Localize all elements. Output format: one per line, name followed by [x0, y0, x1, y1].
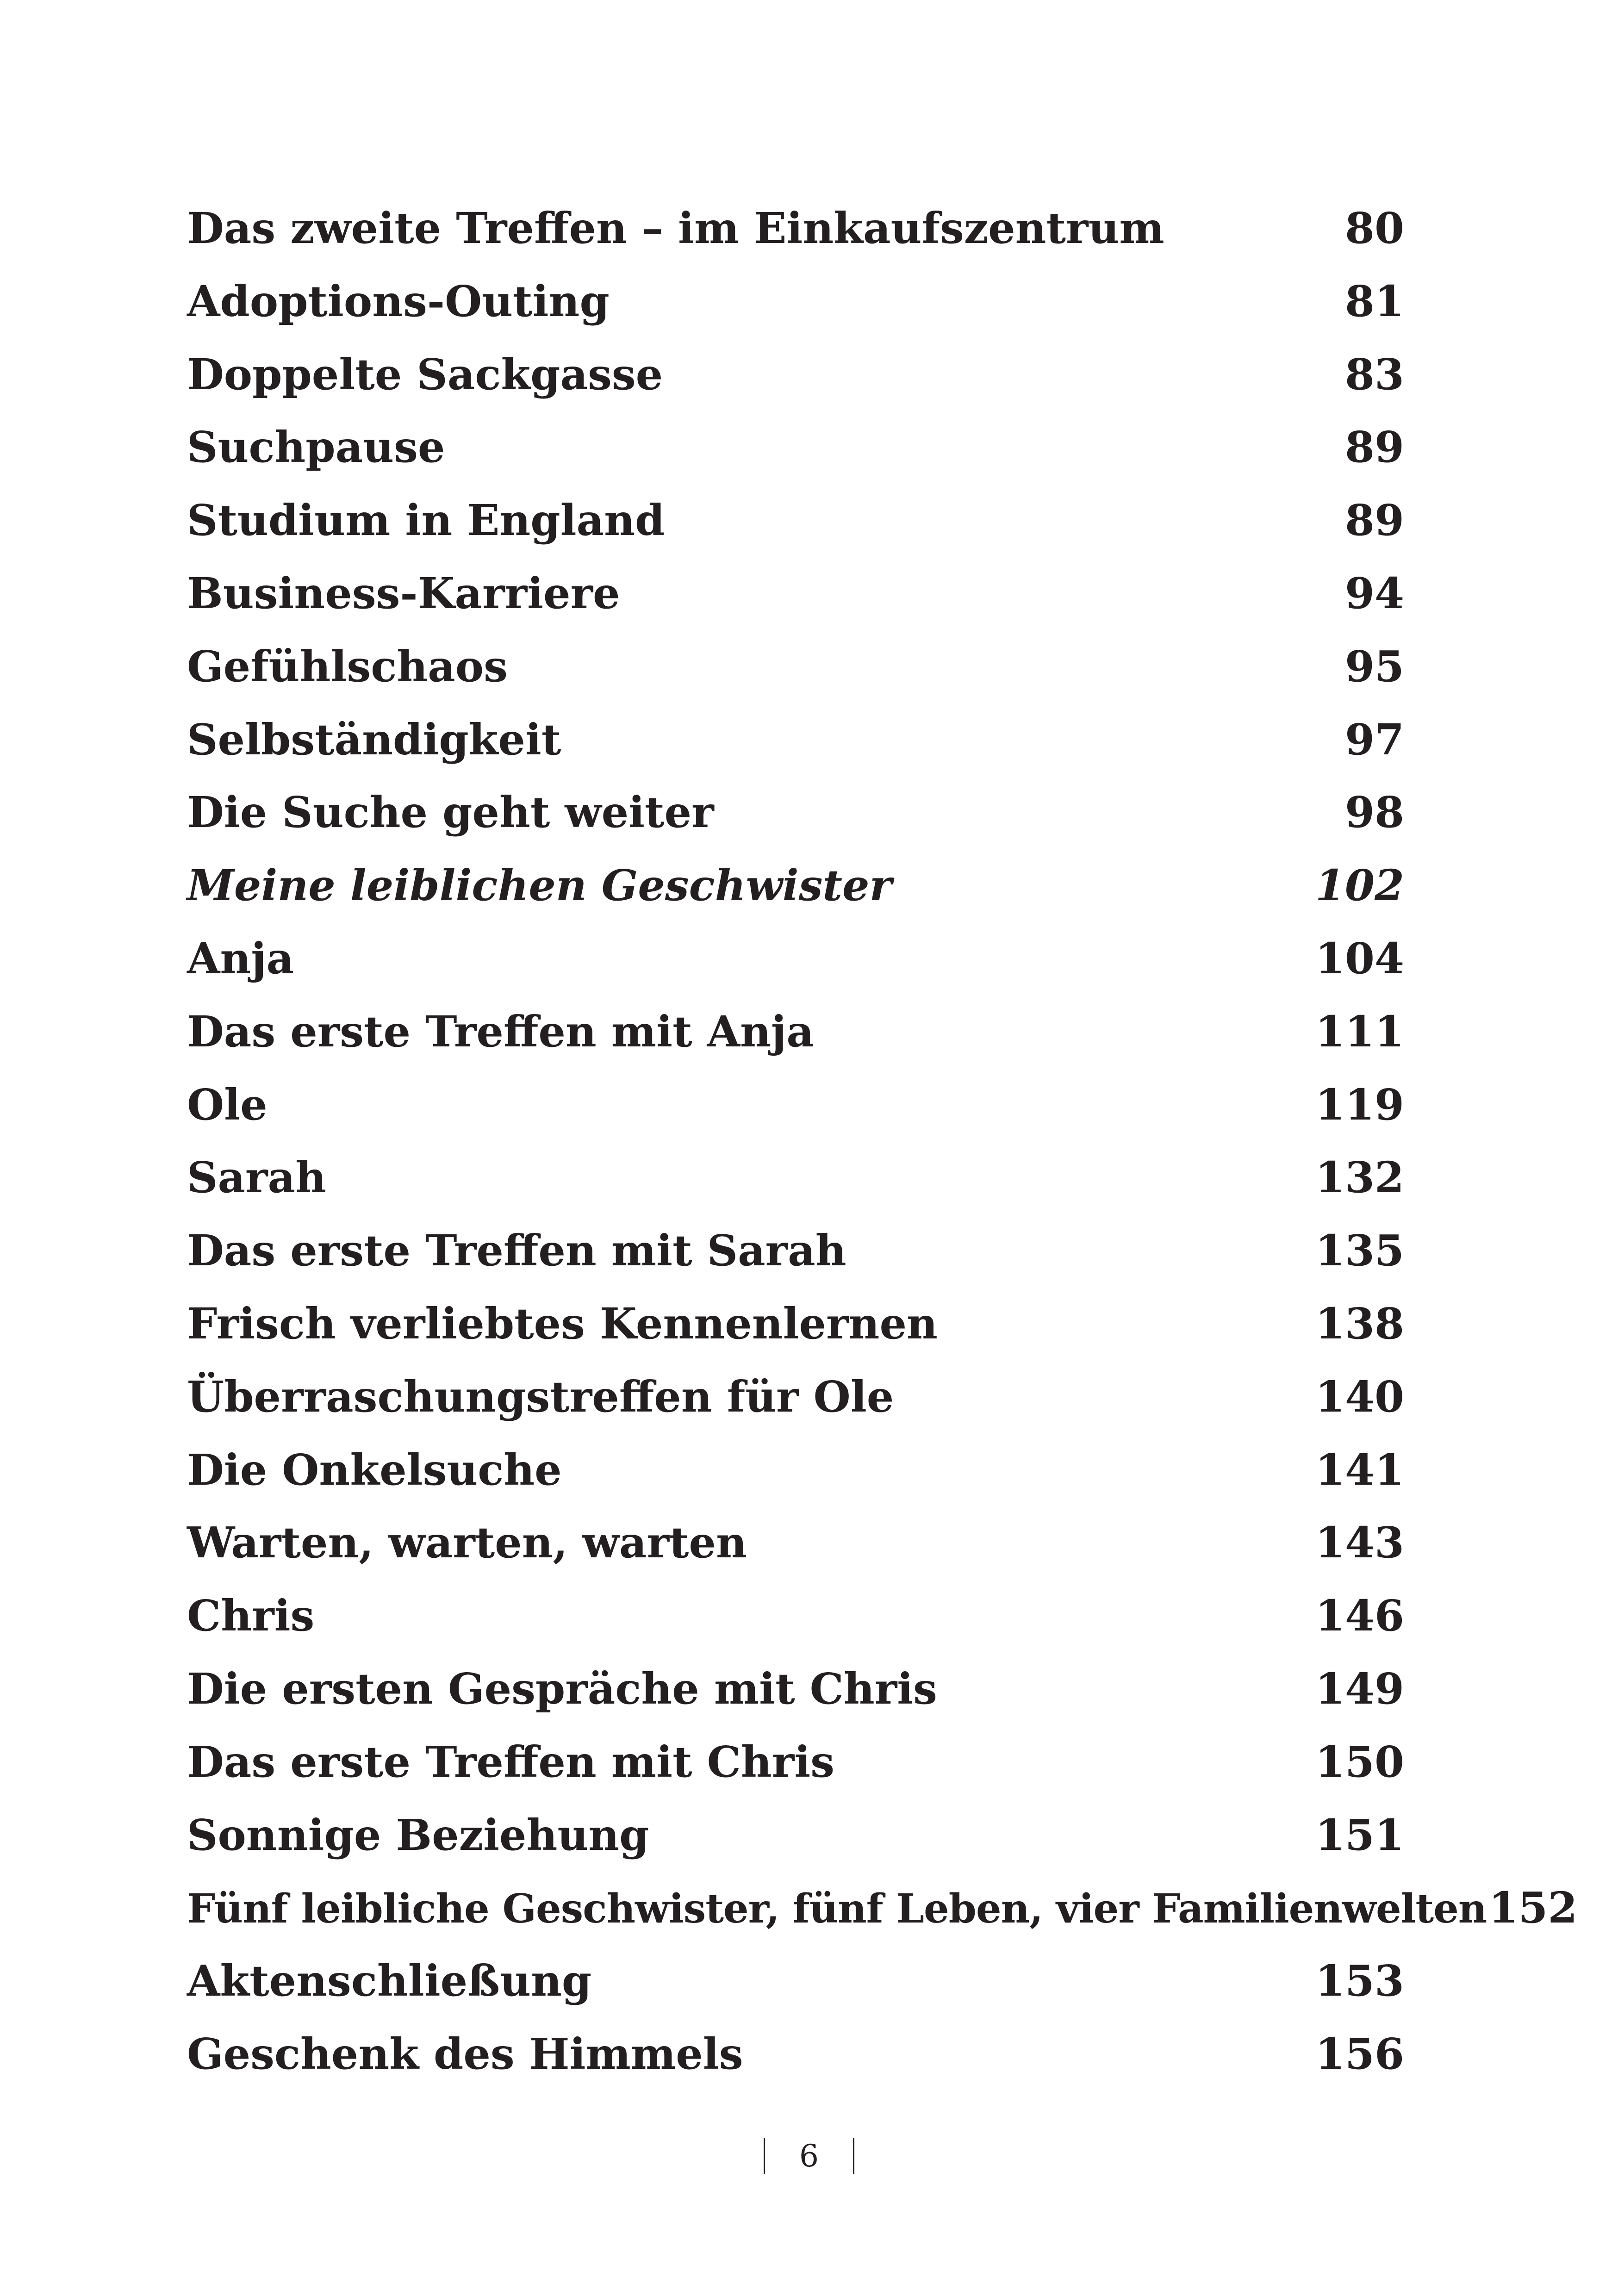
- toc-entry: [187, 1434, 1404, 1507]
- toc-entry-title: Das erste Treffen mit Anja: [187, 1006, 814, 1057]
- toc-entry-title: Überraschungstreffen für Ole: [187, 1371, 894, 1422]
- toc-entry: [187, 776, 1404, 849]
- toc-entry-page: 132: [1315, 1152, 1404, 1203]
- toc-entry-page: 156: [1315, 2028, 1404, 2079]
- toc-entry: [187, 1726, 1404, 1799]
- toc-entry: [187, 2018, 1404, 2091]
- toc-entry-page: 143: [1315, 1518, 1404, 1568]
- toc-entry-page: 138: [1315, 1298, 1404, 1349]
- toc-entry-page: 140: [1315, 1371, 1404, 1422]
- toc-entry-title: Studium in England: [187, 495, 665, 546]
- toc-entry-title: Adoptions-Outing: [187, 276, 610, 326]
- toc-entry-page: 97: [1344, 714, 1404, 765]
- toc-entry-page: 146: [1315, 1591, 1404, 1641]
- page-number: 6: [799, 2138, 819, 2174]
- toc-entry-title: Business-Karriere: [187, 568, 620, 618]
- toc-entry-title: Das erste Treffen mit Sarah: [187, 1226, 846, 1276]
- toc-entry-title: Frisch verliebtes Kennenlernen: [187, 1298, 938, 1349]
- toc-entry-page: 83: [1344, 349, 1404, 399]
- toc-entry: [187, 1653, 1404, 1726]
- toc-entry-page: 119: [1315, 1079, 1404, 1130]
- toc-entry-title: Die Suche geht weiter: [187, 787, 714, 838]
- toc-entry: [187, 703, 1404, 777]
- toc-entry-title: Das zweite Treffen – im Einkaufszentrum: [187, 203, 1164, 253]
- toc-entry: [187, 1069, 1404, 1142]
- toc-section-heading: [187, 849, 1404, 922]
- toc-entry-page: 81: [1344, 276, 1404, 326]
- toc-entry-title: Gefühlschaos: [187, 641, 508, 691]
- toc-entry-title: Die Onkelsuche: [187, 1444, 562, 1495]
- toc-entry-title: Sonnige Beziehung: [187, 1810, 649, 1860]
- toc-entry: [187, 1799, 1404, 1872]
- toc-entry-page: 152: [1488, 1883, 1578, 1933]
- toc-entry-title: Chris: [187, 1591, 315, 1641]
- toc-entry-title: Geschenk des Himmels: [187, 2028, 743, 2079]
- toc-entry: [187, 996, 1404, 1069]
- toc-entry: [187, 630, 1404, 703]
- toc-entry-page: 80: [1344, 203, 1404, 253]
- toc-entry: [187, 338, 1404, 411]
- page-footer: [0, 2138, 1618, 2174]
- toc-entry-page: 111: [1315, 1006, 1404, 1057]
- toc-section-page: 102: [1315, 860, 1404, 911]
- toc-entry-page: 94: [1344, 568, 1404, 618]
- toc-entry-page: 89: [1344, 495, 1404, 546]
- toc-entry-page: 150: [1315, 1736, 1404, 1787]
- toc-entry-title: Suchpause: [187, 422, 445, 473]
- toc-entry-page: 153: [1315, 1956, 1404, 2006]
- toc-entry-page: 98: [1344, 787, 1404, 838]
- toc-entry: [187, 557, 1404, 630]
- toc-entry-title: Fünf leibliche Geschwister, fünf Leben, vier Familienwelten: [187, 1885, 1487, 1933]
- toc-entry: [187, 1361, 1404, 1434]
- toc-entry: [187, 1288, 1404, 1361]
- toc-entry-title: Doppelte Sackgasse: [187, 349, 663, 399]
- toc-entry-title: Selbständigkeit: [187, 714, 561, 765]
- toc-entry: [187, 1580, 1404, 1653]
- toc-entry: [187, 192, 1404, 265]
- toc-entry-title: Das erste Treffen mit Chris: [187, 1736, 834, 1787]
- toc-entry: [187, 484, 1404, 557]
- toc-entry-title: Anja: [187, 933, 294, 983]
- toc-entry: [187, 1214, 1404, 1288]
- toc-entry: [187, 411, 1404, 484]
- toc-entry-page: 151: [1315, 1810, 1404, 1860]
- toc-entry: [187, 265, 1404, 338]
- toc-entry: [187, 1141, 1404, 1214]
- table-of-contents: [187, 192, 1578, 2091]
- toc-entry-title: Die ersten Gespräche mit Chris: [187, 1663, 937, 1714]
- toc-entry-page: 149: [1315, 1663, 1404, 1714]
- toc-entry-title: Warten, warten, warten: [187, 1518, 747, 1568]
- toc-entry-title: Aktenschließung: [187, 1956, 592, 2006]
- toc-entry: [187, 1945, 1404, 2018]
- footer-divider-right: [853, 2138, 854, 2174]
- toc-entry-page: 104: [1315, 933, 1404, 983]
- toc-entry-page: 89: [1344, 422, 1404, 473]
- toc-section-title: Meine leiblichen Geschwister: [187, 860, 892, 911]
- toc-entry-title: Ole: [187, 1079, 268, 1130]
- toc-entry: [187, 1872, 1578, 1945]
- toc-entry-page: 95: [1344, 641, 1404, 691]
- toc-entry-page: 135: [1315, 1226, 1404, 1276]
- toc-entry-page: 141: [1315, 1444, 1404, 1495]
- toc-entry-title: Sarah: [187, 1152, 327, 1203]
- toc-entry: [187, 922, 1404, 996]
- toc-entry: [187, 1506, 1404, 1580]
